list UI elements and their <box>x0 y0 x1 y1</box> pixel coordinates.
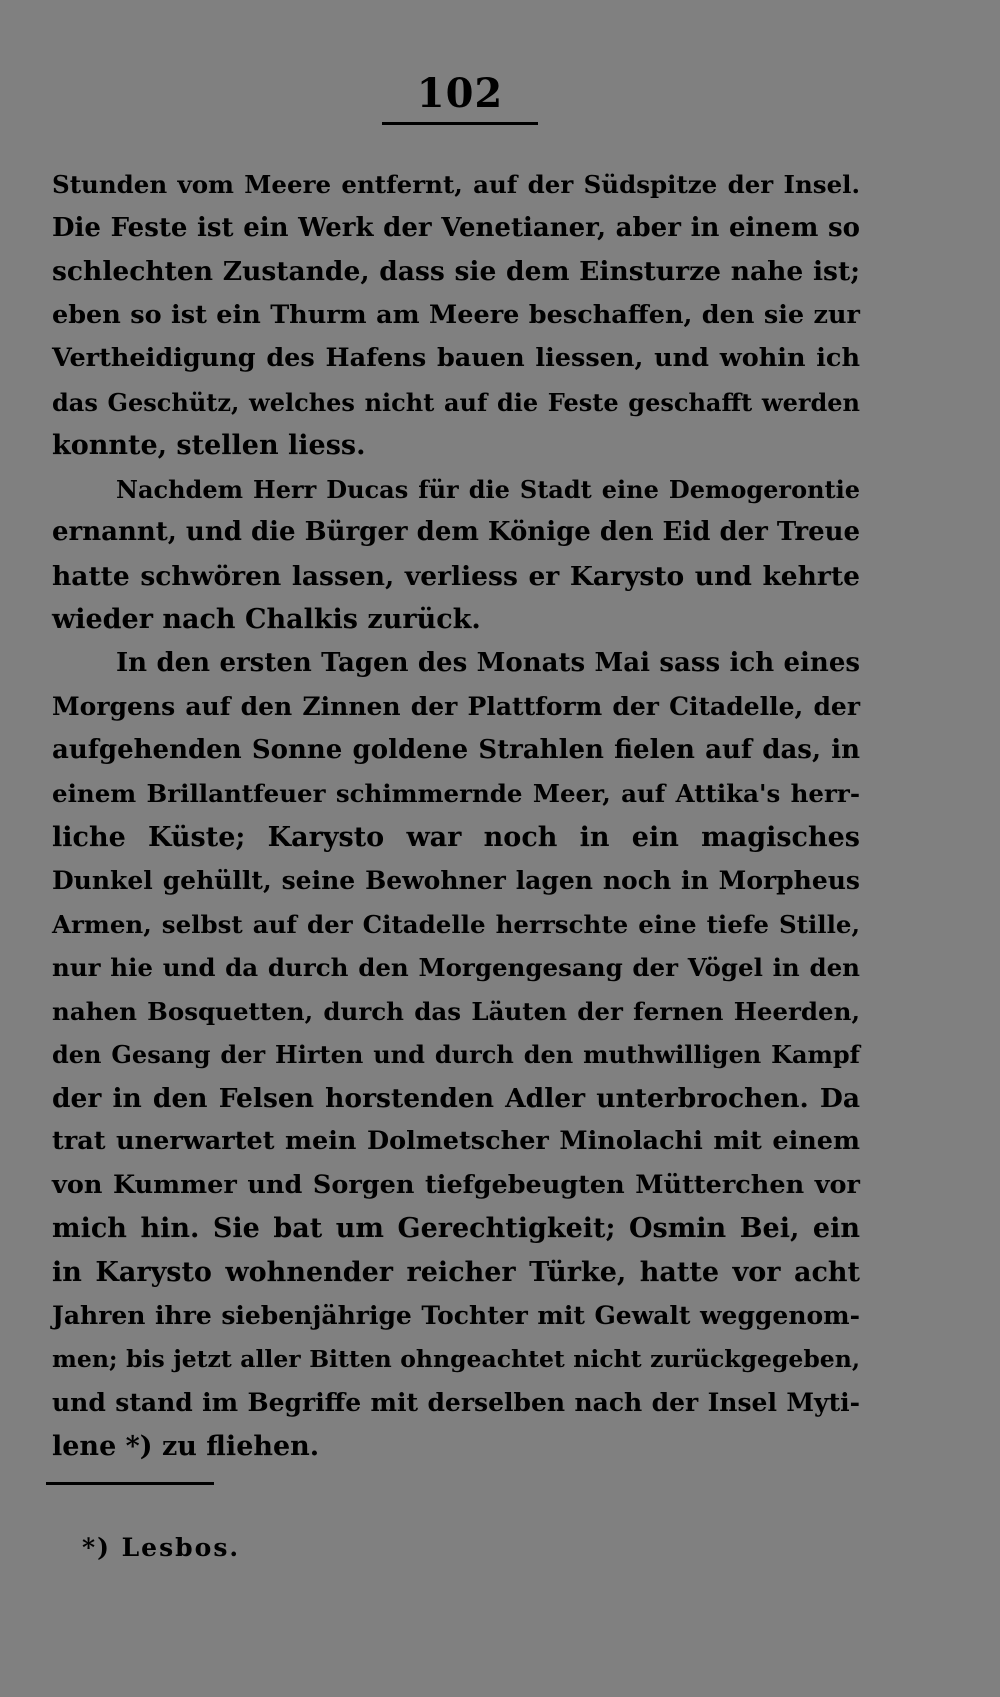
text-line: Vertheidigung des Hafens bauen liessen, und wohin ich <box>52 343 860 373</box>
text-line: der in den Felsen horstenden Adler unterbrochen. Da <box>52 1082 860 1114</box>
text-line: in Karysto wohnender reicher Türke, hatte vor acht <box>52 1256 860 1288</box>
text-line: schlechten Zustande, dass sie dem Einsturze nahe ist; <box>52 256 860 287</box>
text-line: den Gesang der Hirten und durch den muthwilligen Kampf <box>52 1040 860 1069</box>
text-line: liche Küste; Karysto war noch in ein magisches <box>52 821 860 853</box>
text-line: konnte, stellen liess. <box>52 430 366 461</box>
text-line: und stand im Begriffe mit derselben nach der Insel Myti- <box>52 1388 860 1417</box>
text-line: nur hie und da durch den Morgengesang der Vögel in den <box>52 953 860 982</box>
text-line: Stunden vom Meere entfernt, auf der Südspitze der Insel. <box>52 170 860 199</box>
text-line: einem Brillantfeuer schimmernde Meer, auf Attika's herr- <box>52 779 860 808</box>
text-line: eben so ist ein Thurm am Meere beschaffen, den sie zur <box>52 299 860 330</box>
text-line: das Geschütz, welches nicht auf die Feste geschafft werden <box>52 387 860 417</box>
text-line: men; bis jetzt aller Bitten ohngeachtet nicht zurückgegeben, <box>52 1344 860 1373</box>
text-line: Jahren ihre siebenjährige Tochter mit Gewalt weggenom- <box>52 1301 860 1330</box>
text-line: ernannt, und die Bürger dem Könige den Eid der Treue <box>52 517 861 547</box>
text-line: In den ersten Tagen des Monats Mai sass ich eines <box>116 647 860 678</box>
text-line: nahen Bosquetten, durch das Läuten der fernen Heerden, <box>52 996 860 1026</box>
text-line: Armen, selbst auf der Citadelle herrschte eine tiefe Stille, <box>52 909 860 939</box>
text-line: Nachdem Herr Ducas für die Stadt eine Demogerontie <box>116 474 860 504</box>
text-line: Dunkel gehüllt, seine Bewohner lagen noch in Morpheus <box>52 866 860 895</box>
footnote: *) Lesbos. <box>82 1533 241 1562</box>
text-line: Morgens auf den Zinnen der Plattform der Citadelle, der <box>52 692 860 721</box>
header-rule <box>382 122 538 125</box>
text-line: von Kummer und Sorgen tiefgebeugten Mütterchen vor <box>52 1169 860 1200</box>
text-line: lene *) zu fliehen. <box>52 1430 320 1462</box>
footnote-rule <box>46 1482 214 1485</box>
text-line: hatte schwören lassen, verliess er Karysto und kehrte <box>52 560 860 592</box>
page-number: 102 <box>416 70 504 117</box>
text-line: trat unerwartet mein Dolmetscher Minolachi mit einem <box>52 1126 860 1156</box>
text-line: wieder nach Chalkis zurück. <box>52 604 481 635</box>
text-line: aufgehenden Sonne goldene Strahlen fielen auf das, in <box>52 734 860 765</box>
text-line: Die Feste ist ein Werk der Venetianer, aber in einem so <box>52 212 860 243</box>
text-line: mich hin. Sie bat um Gerechtigkeit; Osmin Bei, ein <box>52 1213 860 1244</box>
body-text <box>52 163 860 1468</box>
